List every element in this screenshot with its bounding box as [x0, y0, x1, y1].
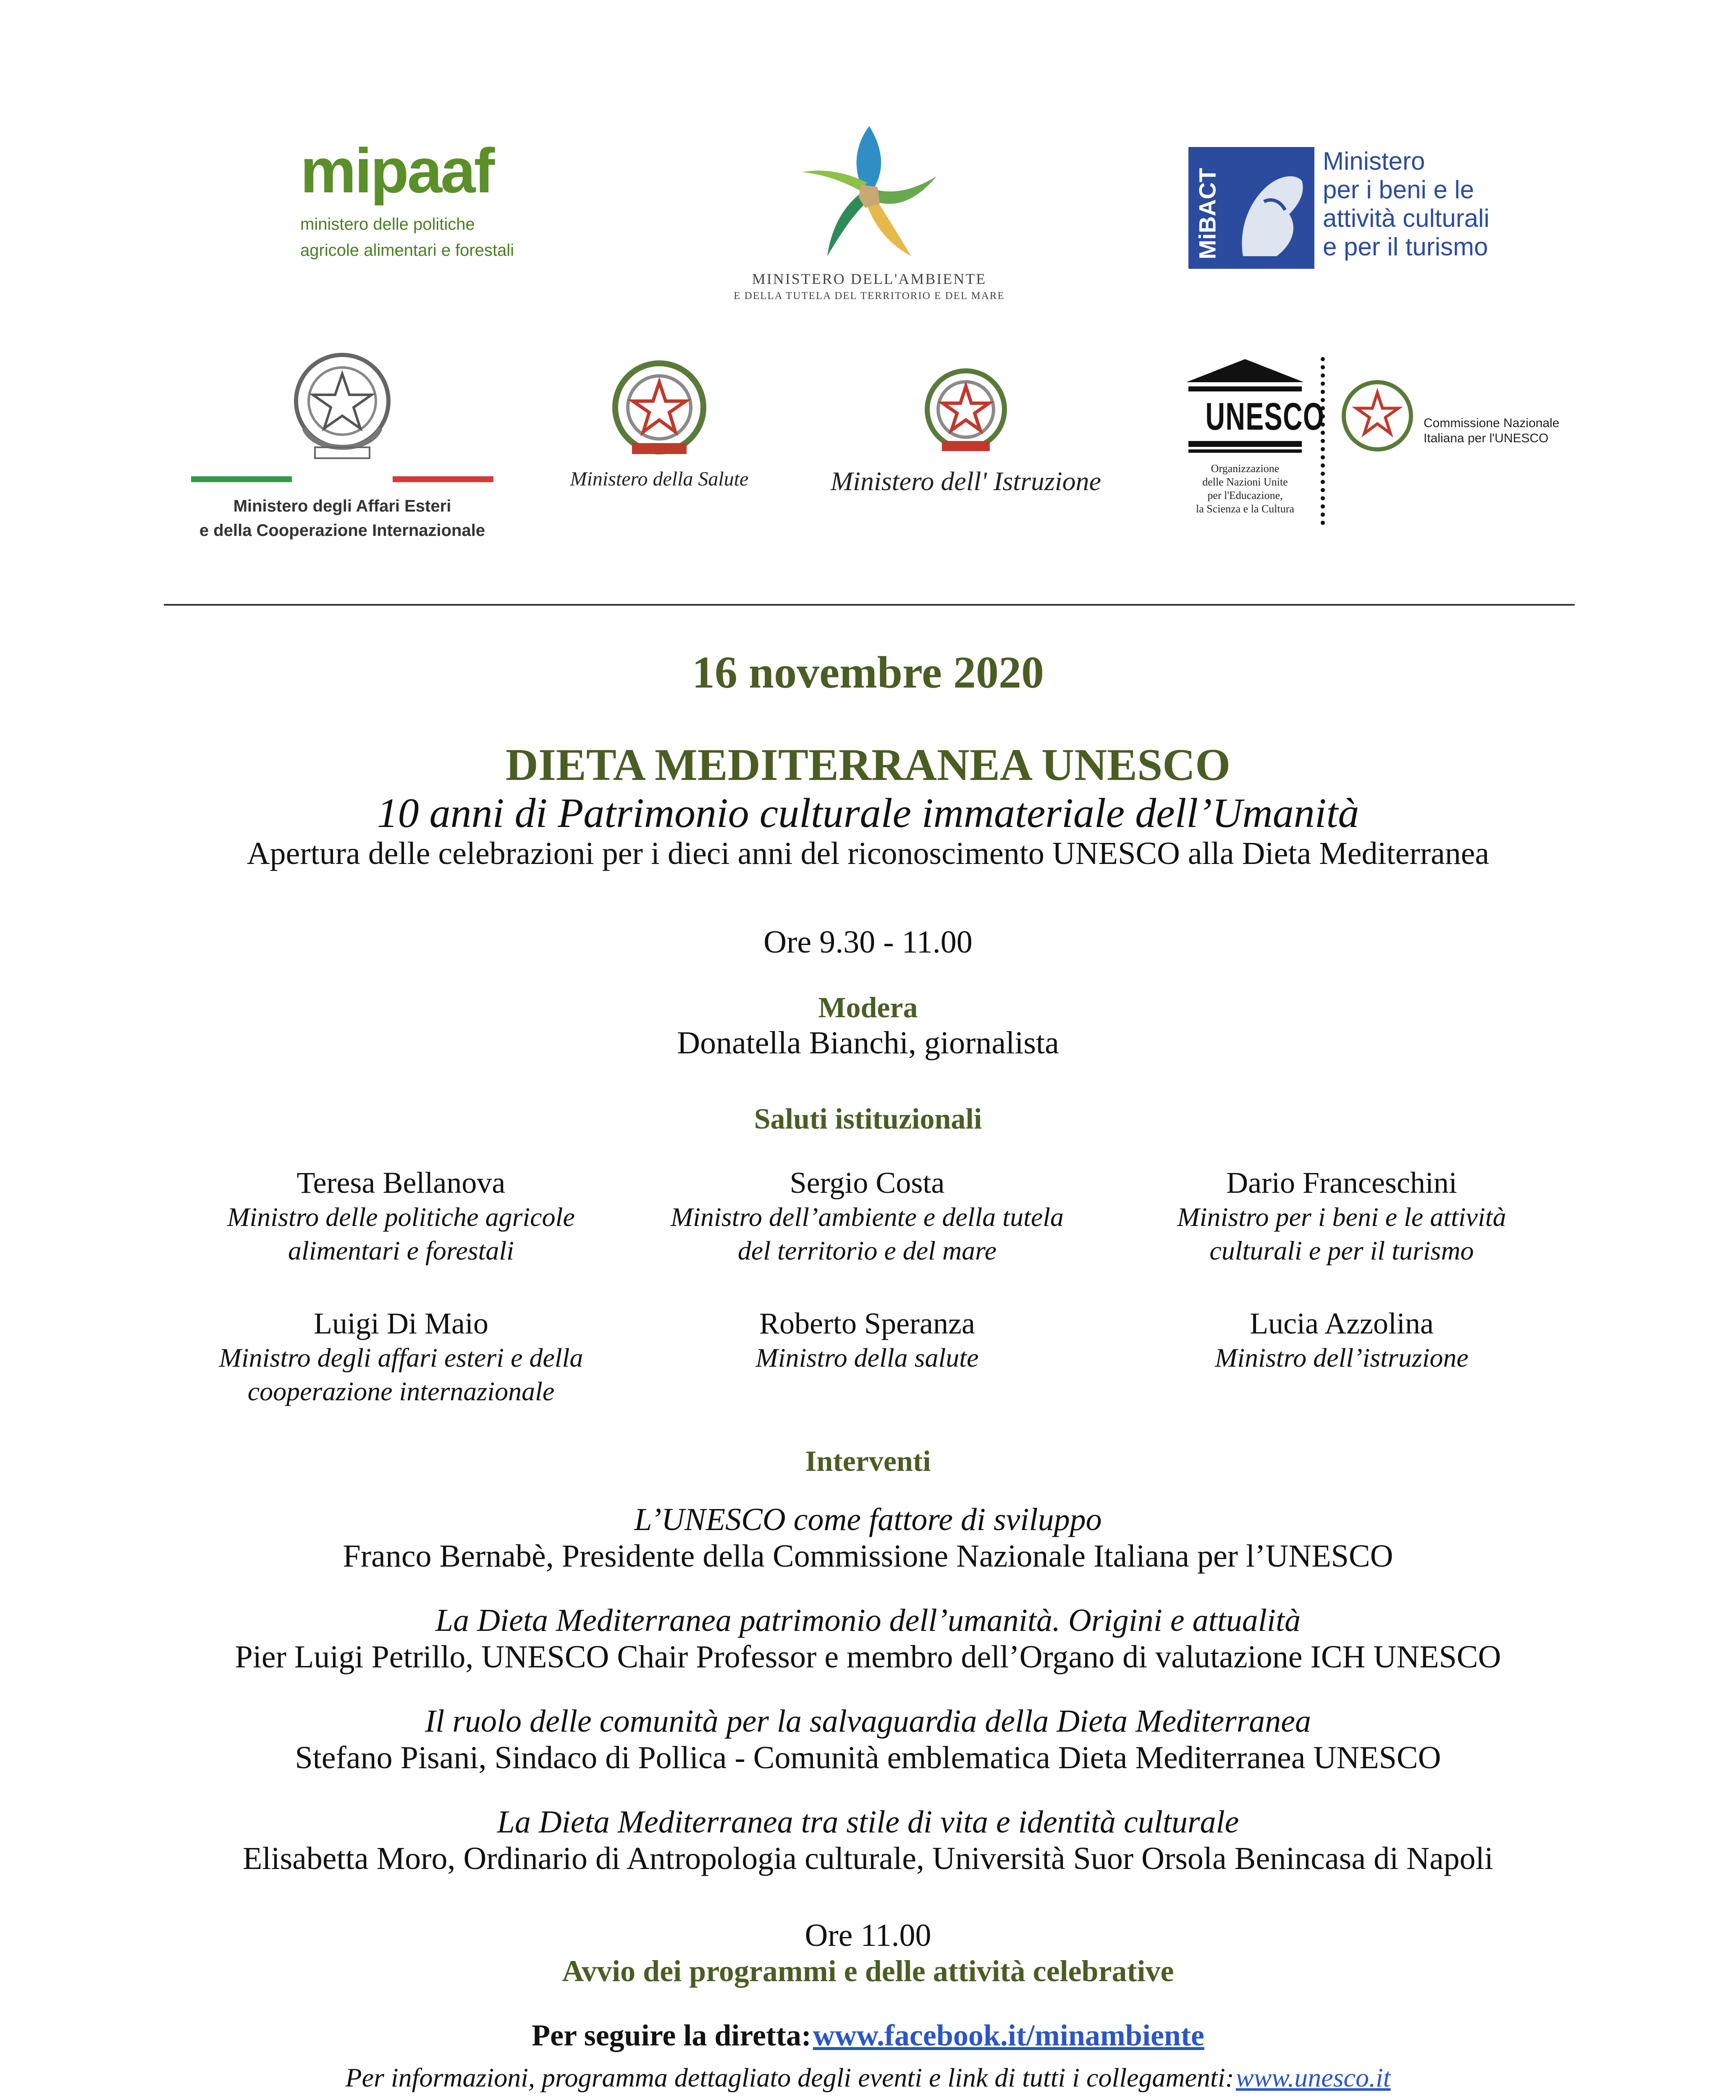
- info-section: [0, 2062, 1736, 2093]
- moderator-section: [0, 991, 1736, 1061]
- person-role-line1: Ministro dell’istruzione: [1215, 1343, 1469, 1373]
- event-description: Apertura delle celebrazioni per i dieci anni del riconoscimento UNESCO alla Dieta Mediterranea: [247, 836, 1489, 871]
- unesco-label: [1184, 462, 1306, 516]
- person-role-line1: Ministro per i beni e le attività: [1177, 1202, 1506, 1232]
- closing-section: [0, 1917, 1736, 1989]
- tricolor-line: [191, 476, 493, 482]
- event-header: [0, 647, 1736, 699]
- person-card: [160, 1306, 642, 1408]
- talk-speaker: Pier Luigi Petrillo, UNESCO Chair Professor e membro dell’Organo di valutazione ICH UNESCO: [235, 1639, 1501, 1675]
- dotted-divider: [1321, 357, 1325, 525]
- person-card: [626, 1306, 1109, 1375]
- mibact-line3: attività culturali: [1323, 204, 1489, 232]
- ambiente-star-icon: [798, 122, 941, 265]
- ambiente-line2: E DELLA TUTELA DEL TERRITORIO E DEL MARE: [734, 290, 1005, 302]
- person-name: Sergio Costa: [789, 1166, 945, 1200]
- unesco-line4: la Scienza e la Cultura: [1196, 503, 1294, 515]
- greetings-heading: Saluti istituzionali: [754, 1103, 982, 1135]
- person-name: Dario Franceschini: [1226, 1166, 1457, 1200]
- talk-speaker: Stefano Pisani, Sindaco di Pollica - Comunità emblematica Dieta Mediterranea UNESCO: [295, 1740, 1441, 1775]
- istruzione-emblem-icon: [918, 361, 1014, 458]
- event-title-block: [0, 739, 1736, 872]
- commission-line2: Italiana per l'UNESCO: [1424, 431, 1549, 445]
- person-role-line1: Ministro dell’ambiente e della tutela: [670, 1202, 1064, 1232]
- person-name: Roberto Speranza: [759, 1307, 975, 1340]
- mipaaf-line2: agricole alimentari e forestali: [300, 241, 514, 260]
- person-role-line2: alimentari e forestali: [288, 1236, 514, 1265]
- talk-item: [0, 1502, 1736, 1575]
- person-card: [1100, 1166, 1583, 1268]
- ambiente-line1: MINISTERO DELL'AMBIENTE: [752, 270, 987, 287]
- commission-emblem-icon: [1335, 374, 1419, 458]
- talks-heading: Interventi: [805, 1445, 931, 1478]
- person-role-line1: Ministro della salute: [755, 1343, 979, 1373]
- info-text: Per informazioni, programma dettagliato degli eventi e link di tutti i collegamenti:: [345, 2063, 1234, 2092]
- esteri-logo: [191, 344, 493, 543]
- person-role-line1: Ministro delle politiche agricole: [227, 1202, 575, 1232]
- talk-topic: Il ruolo delle comunità per la salvaguardia della Dieta Mediterranea: [425, 1704, 1311, 1739]
- live-label: Per seguire la diretta:: [532, 2019, 811, 2052]
- closing-time: Ore 11.00: [805, 1918, 931, 1953]
- person-name: Lucia Azzolina: [1250, 1307, 1434, 1340]
- talk-topic: La Dieta Mediterranea tra stile di vita e identità culturale: [497, 1804, 1239, 1840]
- person-role-line2: culturali e per il turismo: [1209, 1236, 1474, 1265]
- top-divider: [164, 604, 1575, 606]
- facebook-link[interactable]: www.facebook.it/minambiente: [813, 2019, 1204, 2052]
- republic-emblem-icon: [286, 344, 399, 466]
- commission-text: [1424, 416, 1583, 446]
- unesco-line2: delle Nazioni Unite: [1202, 476, 1288, 488]
- unesco-line3: per l'Educazione,: [1207, 489, 1283, 501]
- talk-speaker: Elisabetta Moro, Ordinario di Antropologia culturale, Università Suor Orsola Benincasa di Napoli: [242, 1841, 1494, 1876]
- moderator-name: Donatella Bianchi, giornalista: [677, 1025, 1059, 1060]
- event-subtitle: 10 anni di Patrimonio culturale immateriale dell’Umanità: [377, 790, 1359, 836]
- person-card: [160, 1166, 642, 1268]
- person-card: [626, 1166, 1109, 1268]
- mibact-box: [1188, 147, 1314, 269]
- person-role-line1: Ministro degli affari esteri e della: [219, 1343, 583, 1373]
- salute-emblem-icon: [605, 353, 714, 462]
- unesco-commission-logo: [1184, 357, 1579, 525]
- mipaaf-line1: ministero delle politiche: [300, 215, 475, 234]
- person-name: Luigi Di Maio: [314, 1307, 488, 1340]
- event-title: DIETA MEDITERRANEA UNESCO: [505, 740, 1231, 790]
- ambiente-logo: [731, 122, 1008, 302]
- unesco-line1: Organizzazione: [1211, 462, 1280, 475]
- talk-topic: La Dieta Mediterranea patrimonio dell’umanità. Origini e attualità: [435, 1603, 1301, 1638]
- event-time: Ore 9.30 - 11.00: [763, 924, 973, 960]
- closing-label: Avvio dei programmi e delle attività celebrative: [562, 1954, 1174, 1988]
- person-name: Teresa Bellanova: [296, 1166, 506, 1200]
- talk-item: [0, 1804, 1736, 1877]
- mibact-line2: per i beni e le: [1323, 176, 1474, 204]
- moderator-heading: Modera: [818, 992, 918, 1024]
- salute-logo: [550, 353, 768, 491]
- mibact-logo: [1188, 126, 1550, 269]
- mibact-line1: Ministero: [1323, 147, 1425, 175]
- mibact-sculpture-icon: [1226, 155, 1310, 260]
- mibact-tag: MiBACT: [1194, 168, 1221, 260]
- person-card: [1100, 1306, 1583, 1375]
- mipaaf-logo: [300, 134, 519, 263]
- talk-topic: L’UNESCO come fattore di sviluppo: [634, 1502, 1102, 1537]
- mibact-line4: e per il turismo: [1323, 233, 1488, 261]
- live-section: [0, 2018, 1736, 2053]
- mibact-text: [1323, 147, 1489, 261]
- istruzione-logo: [798, 361, 1134, 497]
- istruzione-label: Ministero dell' Istruzione: [830, 466, 1101, 496]
- talk-item: [0, 1703, 1736, 1776]
- esteri-line1: Ministero degli Affari Esteri: [233, 497, 451, 515]
- commission-line1: Commissione Nazionale: [1424, 416, 1560, 430]
- salute-label: Ministero della Salute: [570, 468, 749, 490]
- mipaaf-wordmark: mipaaf: [300, 135, 493, 206]
- person-role-line2: cooperazione internazionale: [247, 1376, 555, 1406]
- talk-item: [0, 1602, 1736, 1675]
- person-role-line2: del territorio e del mare: [737, 1236, 997, 1265]
- event-date: 16 novembre 2020: [692, 648, 1044, 698]
- unesco-word-header: UNESCO: [1205, 395, 1325, 438]
- unesco-link[interactable]: www.unesco.it: [1235, 2063, 1391, 2092]
- talk-speaker: Franco Bernabè, Presidente della Commissione Nazionale Italiana per l’UNESCO: [343, 1538, 1393, 1574]
- esteri-line2: e della Cooperazione Internazionale: [199, 521, 485, 540]
